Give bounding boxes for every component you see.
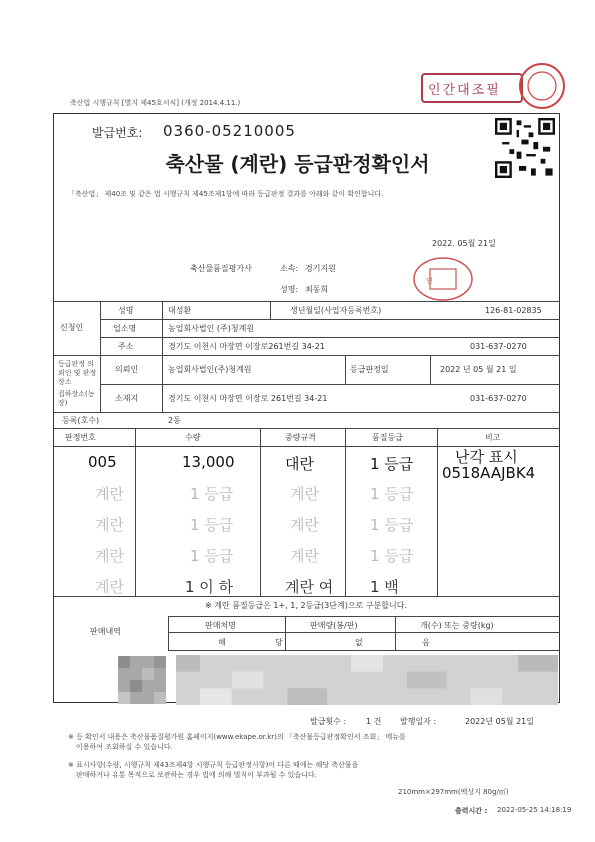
ghost-cell: 1 백 [370,578,399,596]
row-quantity: 13,000 [182,453,235,471]
ghost-cell: 계란 [95,485,124,503]
sales-label: 판매내역 [90,627,121,636]
phone-value: 031-637-0270 [470,342,527,351]
ghost-cell: 1 등급 [190,485,234,503]
table-rule [162,301,163,412]
legal-note: 「축산법」 제40조 및 같은 법 시행규칙 제45조제1항에 따라 등급판정 결과를 아래와 같이 확인합니다. [68,190,384,198]
table-rule [53,355,560,356]
redacted-mosaic [176,655,558,705]
footer-note-1b: 이용하여 조회하실 수 있습니다. [76,743,173,751]
table-rule [260,428,261,596]
name-value: 대성환 [168,306,192,315]
grading-date-label: 등급판정일 [350,365,389,374]
row-grade: 1 등급 [370,455,414,473]
col-header-number: 판정번호 [65,433,96,442]
name-label: 성명 [118,306,134,315]
col-header-size: 중량규격 [285,433,316,442]
stamp-text: 인간대조필 [428,83,501,98]
farm-label: 업소명 [113,324,137,333]
birth-value: 126-81-02835 [485,306,542,315]
col-header-quantity: 수량 [185,433,201,442]
ghost-cell: 계란 [290,547,319,565]
paper-spec: 210mm×297mm(백상지 80g/㎡) [398,788,509,796]
table-rule [345,355,346,384]
table-rule [168,632,560,633]
table-rule [100,301,101,412]
ghost-cell: 1 등급 [370,485,414,503]
issue-count: 1 건 [366,717,382,726]
grading-group-label: 등급판정 의뢰인 및 판정장소 [58,360,97,386]
footer-note-2: ※ 표시사항(수량, 시행규칙 제43조제4항 시행규칙 등급판정사항)이 다른 때에는 해당 축산물을 [68,761,359,769]
grading-date-value: 2022 년 05 월 21 일 [440,365,517,374]
table-rule [168,616,560,617]
place-value: 경기도 이천시 마장면 이장로 261번길 34-21 [168,394,328,403]
judge-name-label: 성명: [280,285,299,294]
ghost-cell: 계란 [290,485,319,503]
ghost-cell: 계란 [95,578,124,596]
sales-col-buyer: 판매처명 [205,621,236,630]
sales-cell: 없 [355,638,363,647]
row-number: 005 [88,453,117,471]
ghost-cell: 1 등급 [190,516,234,534]
place-phone: 031-637-0270 [470,394,527,403]
table-rule [100,337,560,338]
ghost-cell: 1 등급 [370,516,414,534]
table-rule [100,384,560,385]
official-seal [412,256,474,302]
serial-label: 발급번호: [92,126,143,140]
judge-label: 축산물품질평가사 [190,264,252,273]
house-count-value: 2동 [168,416,181,425]
birth-label: 생년월일(사업자등록번호) [290,306,382,315]
ghost-cell: 1 이 하 [185,578,234,596]
table-footnote: ※ 계란 품질등급은 1+, 1, 2등급(3단계)으로 구분합니다. [205,601,407,610]
footer-issue-date: 2022년 05월 21일 [465,717,534,726]
address-value: 경기도 이천시 마장면 이장로261번길 34-21 [168,342,325,351]
issue-date-label: 발행일자 : [400,717,437,726]
footer-note-1: ※ 등 확인서 내용은 축산물품질평가원 홈페이지(www.ekape.or.kr)의 「축산물등급판정확인서 조회」 메뉴를 [68,733,406,741]
judge-org: 경기지원 [305,264,336,273]
table-rule [100,319,560,320]
ghost-cell: 계란 [95,516,124,534]
form-note: 축산법 시행규칙 [별지 제45호서식] (개정 2014.4.11.) [70,99,241,107]
certificate-frame [53,113,560,703]
requester-value: 농업회사법인(주)청계원 [168,365,252,374]
sales-cell: 음 [422,638,430,647]
printed-time: 2022-05-25 14:18:19 [497,806,572,814]
farm-value: 농업회사법인 (주)청계원 [168,324,255,333]
house-count-label: 등록(호수) [62,416,100,425]
redacted-mosaic [118,655,166,705]
table-rule [437,428,438,596]
row-note-label: 난각 표시 [455,448,518,466]
printed-label: 출력시간 : [455,807,488,815]
table-rule [168,650,560,651]
judge-org-label: 소속: [280,264,299,273]
requester-label: 의뢰인 [115,365,139,374]
address-label: 주소 [118,342,134,351]
sales-col-amount: 판매량(봉/판) [310,621,358,630]
table-rule [53,428,560,429]
table-rule [53,412,560,413]
row-size: 대란 [285,455,314,473]
issue-date: 2022. 05월 21일 [432,239,496,248]
page-title: 축산물 (계란) 등급판정확인서 [165,152,430,176]
table-rule [430,355,431,384]
col-header-note: 비고 [485,433,501,442]
ghost-cell: 1 등급 [190,547,234,565]
row-note-code: 0518AAJBK4 [442,464,536,482]
col-header-grade: 품질등급 [372,433,403,442]
judge-name: 최동희 [305,285,329,294]
table-rule [168,616,169,650]
sales-cell: 해 [218,638,226,647]
issue-count-label: 발급횟수 : [310,717,347,726]
location-group-label: 집하장소(농장) [58,390,95,407]
table-rule [135,428,136,596]
serial-number: 0360-05210005 [163,122,296,140]
table-rule [53,301,560,302]
table-rule [395,616,396,650]
ghost-cell: 계란 [290,516,319,534]
ghost-cell: 계란 [95,547,124,565]
seal-text: 인 [426,277,433,285]
table-rule [285,616,286,650]
ghost-cell: 계란 여 [285,578,334,596]
applicant-group-label: 신청인 [60,323,84,332]
footer-note-2b: 판매하거나 유통 목적으로 보관하는 경우 법에 의해 벌칙이 부과될 수 있습니다. [76,771,317,779]
sales-col-weight: 개(수) 또는 중량(kg) [420,621,494,630]
place-label: 소재지 [115,394,139,403]
table-rule [270,301,271,319]
table-rule [345,428,346,596]
sales-cell: 당 [275,638,283,647]
ghost-cell: 1 등급 [370,547,414,565]
